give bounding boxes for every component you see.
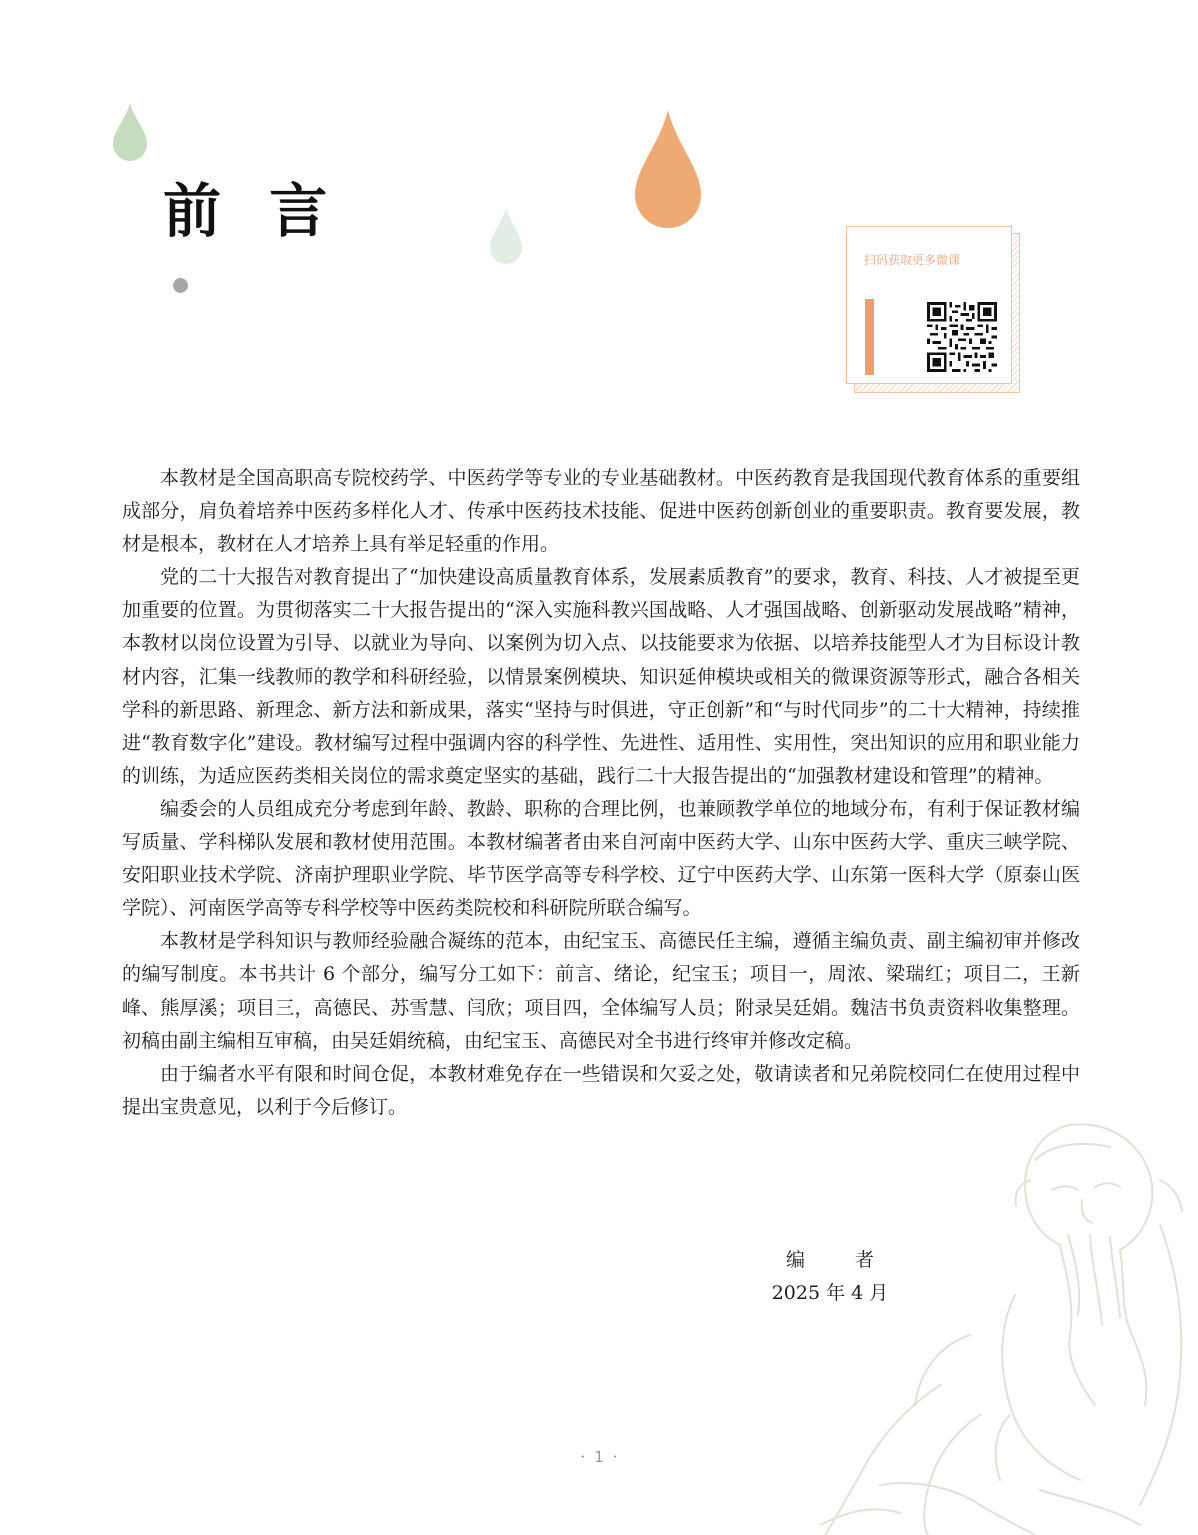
page-dot-right: · xyxy=(612,1448,618,1466)
paragraph: 本教材是全国高职高专院校药学、中医药学等专业的专业基础教材。中医药教育是我国现代教育体系的重要组成部分，肩负着培养中医药多样化人才、传承中医药技术技能、促进中医药创新创业的重要职责。教育要发展，教材是根本，教材在人才培养上具有举足轻重的作用。 xyxy=(122,467,1080,556)
page-footer xyxy=(0,1448,1198,1466)
pale-drop-decoration xyxy=(490,208,522,264)
page-dot-left: · xyxy=(580,1448,586,1466)
signature-author: 编 者 xyxy=(785,1249,897,1271)
green-drop-decoration xyxy=(113,103,147,161)
paragraph: 编委会的人员组成充分考虑到年龄、教龄、职称的合理比例，也兼顾教学单位的地域分布，有利于保证教材编写质量、学科梯队发展和教材使用范围。本教材编著者由来自河南中医药大学、山东中医药大学、重庆三峡学院、安阳职业技术学院、济南护理职业学院、毕节医学高等专科学校、辽宁中医药大学、山东第一医科大学（原泰山医学院）、河南医学高等专科学校等中医药类院校和科研院所联合编写。 xyxy=(122,797,1080,920)
preface-body xyxy=(122,462,1080,1124)
qr-code-icon[interactable] xyxy=(927,302,997,372)
page-title: 前 言 xyxy=(163,177,342,245)
signature-block xyxy=(700,1244,960,1310)
paragraph: 由于编者水平有限和时间仓促，本教材难免存在一些错误和欠妥之处，敬请读者和兄弟院校同仁在使用过程中提出宝贵意见，以利于今后修订。 xyxy=(122,1062,1080,1118)
qr-code-card[interactable] xyxy=(846,226,1012,384)
qr-accent-bar xyxy=(865,299,874,375)
page-number: 1 xyxy=(594,1448,604,1466)
qr-caption: 扫码获取更多微课 xyxy=(864,253,961,267)
paragraph: 党的二十大报告对教育提出了“加快建设高质量教育体系，发展素质教育”的要求，教育、科技、人才被提至更加重要的位置。为贯彻落实二十大报告提出的“深入实施科教兴国战略、人才强国战略、创新驱动发展战略”精神，本教材以岗位设置为引导、以就业为导向、以案例为切入点、以技能要求为依据、以培养技能型人才为目标设计教材内容，汇集一线教师的教学和科研经验，以情景案例模块、知识延伸模块或相关的微课资源等形式，融合各相关学科的新思路、新理念、新方法和新成果，落实“坚持与时俱进，守正创新”和“与时代同步”的二十大精神，持续推进“教育数字化”建设。教材编写过程中强调内容的科学性、先进性、适用性、实用性，突出知识的应用和职业能力的训练，为适应医药类相关岗位的需求奠定坚实的基础，践行二十大报告提出的“加强教材建设和管理”的精神。 xyxy=(122,566,1080,787)
paragraph: 本教材是学科知识与教师经验融合凝练的范本，由纪宝玉、高德民任主编，遵循主编负责、副主编初审并修改的编写制度。本书共计 6 个部分，编写分工如下：前言、绪论，纪宝玉；项目一，周浓、梁瑞红；项目二，王新峰、熊厚溪；项目三，高德民、苏雪慧、闫欣；项目四，全体编写人员；附录吴廷娟。魏洁书负责资料收集整理。初稿由副主编相互审稿，由吴廷娟统稿，由纪宝玉、高德民对全书进行终审并修改定稿。 xyxy=(122,930,1080,1052)
sage-illustration xyxy=(820,1085,1198,1535)
qr-card-front xyxy=(846,226,1012,384)
title-dot-decoration xyxy=(173,278,188,293)
orange-drop-decoration xyxy=(635,110,701,228)
signature-date: 2025 年 4 月 xyxy=(771,1282,889,1304)
